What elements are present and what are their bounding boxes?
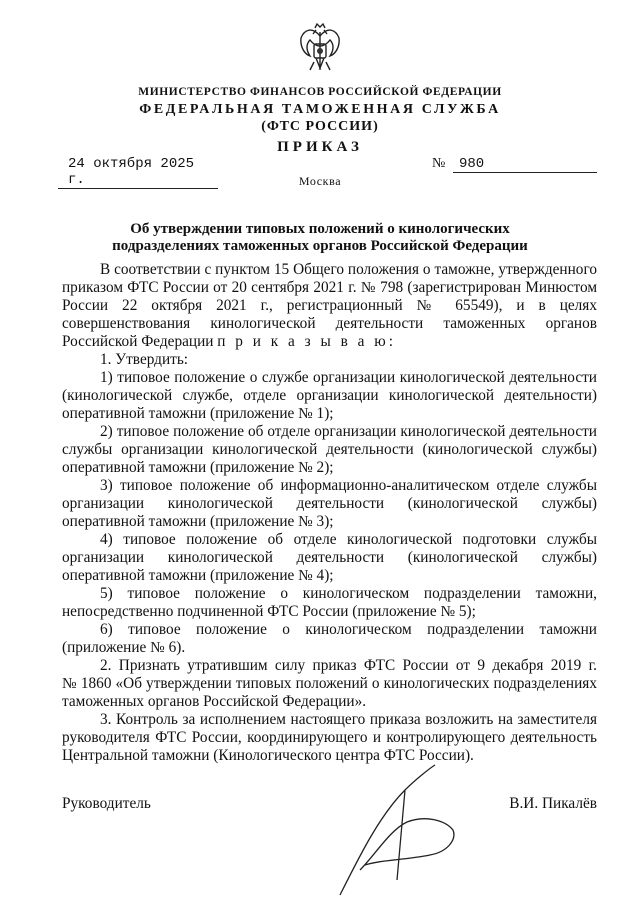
document-date: 24 октября 2025 г. <box>58 156 218 189</box>
line-text: службы организации кинологической деятельности (кинологической службы) <box>62 441 597 458</box>
line-text: (кинологической службе, отделе организации кинологической деятельности) <box>62 387 597 404</box>
line-text: совершенствования кинологической деятельности таможенных органов <box>62 315 597 332</box>
paragraph-line <box>62 675 597 693</box>
line-text: организации кинологической деятельности (кинологической службы) <box>62 495 597 512</box>
title-line: подразделениях таможенных органов Российской Федерации <box>112 238 528 254</box>
paragraph-line <box>62 621 597 639</box>
line-text: 3) типовое положение об информационно-аналитическом отделе службы <box>100 477 597 494</box>
line-text: 1. Утвердить: <box>100 351 189 368</box>
line-text: организации кинологической деятельности (кинологической службы) <box>62 549 597 566</box>
paragraph-line <box>62 531 597 549</box>
paragraph-line <box>62 585 597 603</box>
service-name: ФЕДЕРАЛЬНАЯ ТАМОЖЕННАЯ СЛУЖБА <box>139 102 501 117</box>
line-text: оперативной таможни (приложение № 3); <box>62 513 334 530</box>
paragraph-line <box>62 567 597 585</box>
paragraph-line <box>62 297 597 315</box>
line-text: 5) типовое положение о кинологическом подразделении таможни, <box>100 585 597 602</box>
signatory-position: Руководитель <box>62 795 151 812</box>
paragraph-line <box>62 639 597 657</box>
paragraph-line <box>62 657 597 675</box>
paragraph-line <box>62 369 597 387</box>
paragraph-line <box>62 711 597 729</box>
document-type: ПРИКАЗ <box>277 139 363 155</box>
line-text: приказом ФТС России от 20 сентября 2021 г. № 798 (зарегистрирован Минюстом <box>62 279 597 296</box>
line-text: России 22 октября 2021 г., регистрационный № 65549), и в целях <box>62 297 597 314</box>
line-text: № 1860 «Об утверждении типовых положений о кинологических подразделениях <box>62 675 597 692</box>
line-text: 4) типовое положение об отделе кинологической подготовки службы <box>100 531 597 548</box>
paragraph-line <box>62 351 597 369</box>
paragraph-line <box>62 603 597 621</box>
paragraph-line <box>62 459 597 477</box>
paragraph-line <box>62 405 597 423</box>
line-text: Центральной таможни (Кинологического центра ФТС России). <box>62 747 474 764</box>
line-text: оперативной таможни (приложение № 1); <box>62 405 334 422</box>
line-text: 1) типовое положение о службе организации кинологической деятельности <box>100 369 597 386</box>
signatory-name: В.И. Пикалёв <box>509 795 597 812</box>
ministry-name: МИНИСТЕРСТВО ФИНАНСОВ РОССИЙСКОЙ ФЕДЕРАЦИИ <box>138 86 502 98</box>
line-text: оперативной таможни (приложение № 2); <box>62 459 334 476</box>
line-text: 3. Контроль за исполнением настоящего приказа возложить на заместителя <box>100 711 597 728</box>
number-label: № <box>432 156 446 171</box>
order-word: п р и к а з ы в а ю: <box>217 333 396 350</box>
paragraph-line <box>62 333 597 351</box>
paragraph-line <box>62 549 597 567</box>
paragraph-line <box>62 315 597 333</box>
paragraph-line <box>62 387 597 405</box>
line-text: (приложение № 6). <box>62 639 186 656</box>
title-line: Об утверждении типовых положений о кинологических <box>130 221 510 237</box>
line-text: руководителя ФТС России, координирующего и контролирующего деятельность <box>62 729 597 746</box>
line-text: 6) типовое положение о кинологическом подразделении таможни <box>100 621 597 638</box>
paragraph-line <box>62 477 597 495</box>
document-body <box>62 261 597 765</box>
paragraph-line <box>62 693 597 711</box>
line-text: 2. Признать утратившим силу приказ ФТС России от 9 декабря 2019 г. <box>100 657 597 674</box>
paragraph-line <box>62 495 597 513</box>
coat-of-arms-emblem <box>298 22 342 76</box>
paragraph-line <box>62 729 597 747</box>
document-title <box>0 221 640 255</box>
service-short-name: (ФТС РОССИИ) <box>261 119 379 134</box>
city: Москва <box>298 174 342 188</box>
line-text: непосредственно подчиненной ФТС России (приложение № 5); <box>62 603 476 620</box>
paragraph-line <box>62 261 597 279</box>
line-text: таможенных органов Российской Федерации». <box>62 693 367 710</box>
paragraph-line <box>62 423 597 441</box>
document-number: 980 <box>453 156 597 173</box>
paragraph-line <box>62 513 597 531</box>
line-text: оперативной таможни (приложение № 4); <box>62 567 334 584</box>
line-text: В соответствии с пунктом 15 Общего положения о таможне, утвержденного <box>100 261 597 278</box>
paragraph-line <box>62 747 597 765</box>
paragraph-line <box>62 279 597 297</box>
paragraph-line <box>62 441 597 459</box>
handwritten-signature <box>335 760 475 900</box>
line-text: 2) типовое положение об отделе организации кинологической деятельности <box>100 423 597 440</box>
line-text: Российской Федерации <box>62 333 214 350</box>
